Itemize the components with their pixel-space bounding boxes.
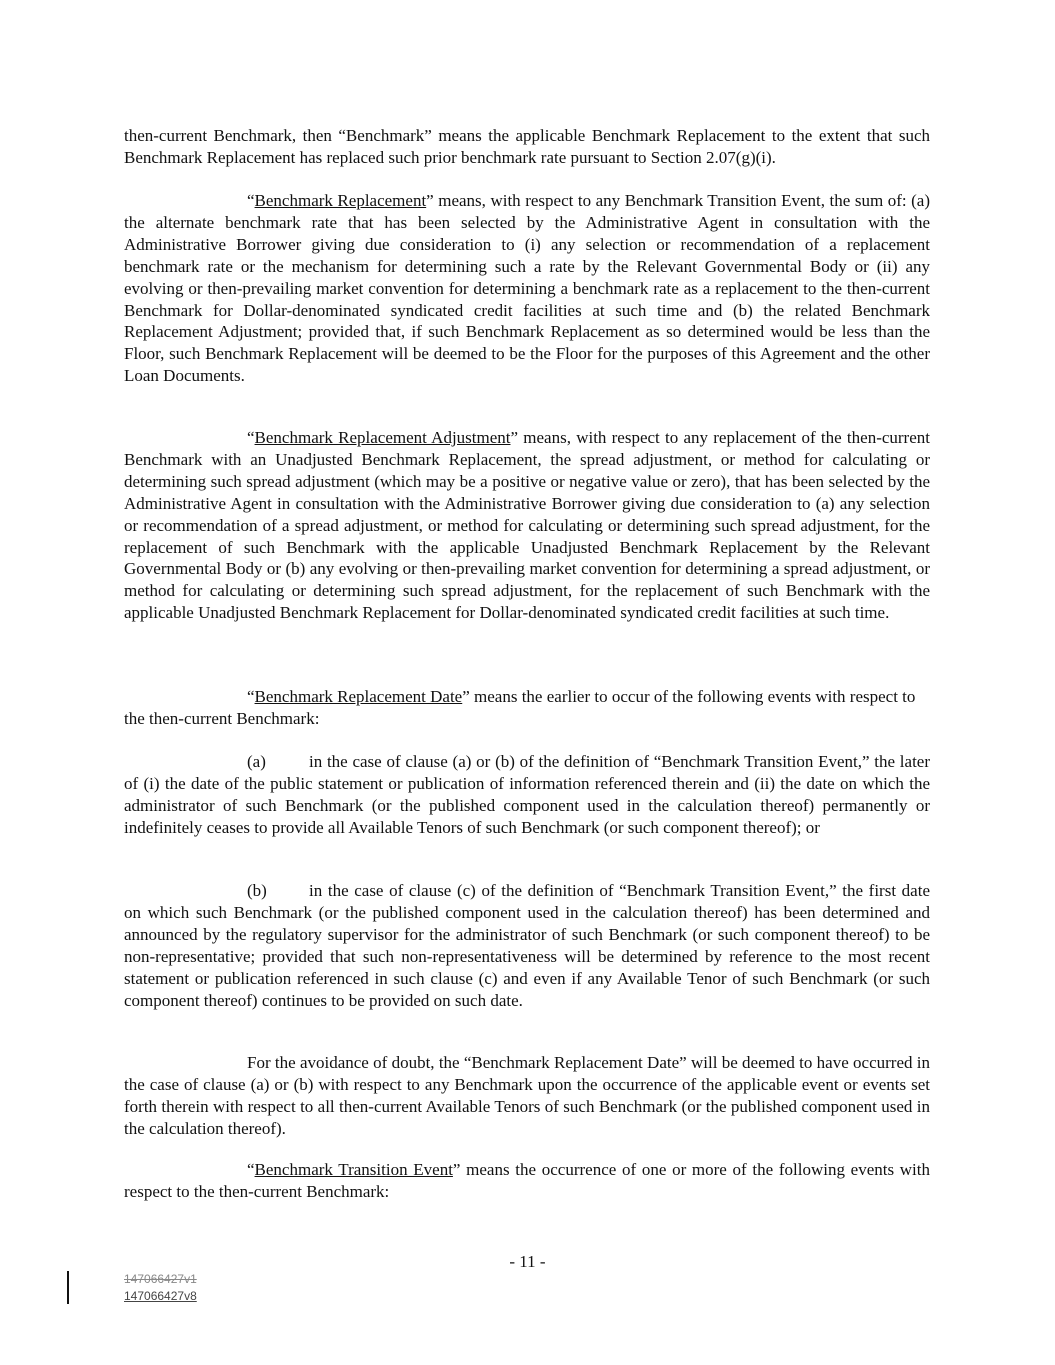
defined-term: Benchmark Transition Event (254, 1160, 453, 1179)
definition-text: ” means the occurrence of one or more of the following events with respect to the then-current Benchmark: (124, 1160, 931, 1201)
doc-id-inserted: 147066427v8 (124, 1289, 197, 1303)
open-quote: “ (247, 428, 255, 447)
definition-text: ” means the earlier to occur of the following events with respect to the then-current Benchmark: (124, 687, 916, 728)
clause-b (124, 880, 930, 1011)
open-quote: “ (247, 687, 255, 706)
definition-benchmark-transition-event (124, 1159, 930, 1203)
clause-text: in the case of clause (c) of the definition of “Benchmark Transition Event,” the first date on which such Benchmark (or the published component used in the calculation thereof) has been determined and announced by the regulatory supervisor for the administrator of such Benchmark (or such component thereof) to be non-representative; provided that such non-representativeness will be determined by reference to the most recent statement or publication referenced in such clause (c) and even if any Available Tenor of such Benchmark (or such component thereof) continues to be provided on such date. (124, 881, 930, 1010)
definition-text: ” means, with respect to any Benchmark Transition Event, the sum of: (a) the alternate benchmark rate that has been selected by the Administrative Agent in consultation with the Administrative Borrower giving due consideration to (i) any selection or recommendation of a replacement benchmark rate or the mechanism for determining such a rate by the Relevant Governmental Body or (ii) any evolving or then-prevailing market convention for determining a benchmark rate as a replacement to the then-current Benchmark for Dollar-denominated syndicated credit facilities at such time and (b) the related Benchmark Replacement Adjustment; provided that, if such Benchmark Replacement as so determined would be less than the Floor, such Benchmark Replacement will be deemed to be the Floor for the purposes of this Agreement and the other Loan Documents. (124, 191, 930, 386)
defined-term: Benchmark Replacement Date (254, 687, 463, 706)
paragraph-avoidance-of-doubt (124, 1052, 930, 1140)
clause-label: (b) (247, 881, 267, 900)
definition-text: ” means, with respect to any replacement of the then-current Benchmark with an Unadjusted Benchmark Replacement, the spread adjustment, or method for calculating or determining such spread adjustment (which may be a positive or negative value or zero), that has been selected by the Administrative Agent in consultation with the Administrative Borrower giving due consideration to (a) any selection or recommendation of a spread adjustment, or method for calculating or determining such spread adjustment, for the replacement of such Benchmark with the applicable Unadjusted Benchmark Replacement by the Relevant Governmental Body or (b) any evolving or then-prevailing market convention for determining a spread adjustment, or method for calculating or determining such spread adjustment, for the replacement of such Benchmark with the applicable Unadjusted Benchmark Replacement for Dollar-denominated syndicated credit facilities at such time. (124, 428, 930, 623)
defined-term: Benchmark Replacement Adjustment (254, 428, 511, 447)
clause-a (124, 751, 930, 839)
revision-bar (67, 1271, 69, 1304)
paragraph-text: then-current Benchmark, then “Benchmark” means the applicable Benchmark Replacement to the extent that such Benchmark Replacement has replaced such prior benchmark rate pursuant to Section 2.07(g)(i). (124, 126, 930, 167)
doc-id-deleted: 147066427v1 (124, 1272, 197, 1286)
definition-benchmark-replacement-adjustment (124, 427, 930, 624)
open-quote: “ (247, 191, 255, 210)
definition-benchmark-replacement (124, 190, 930, 387)
paragraph-text: For the avoidance of doubt, the “Benchmark Replacement Date” will be deemed to have occurred in the case of clause (a) or (b) with respect to any Benchmark upon the occurrence of the applicable event or events set forth therein with respect to all then-current Available Tenors of such Benchmark (or the published component used in the calculation thereof). (124, 1053, 930, 1138)
defined-term: Benchmark Replacement (254, 191, 427, 210)
clause-text: in the case of clause (a) or (b) of the definition of “Benchmark Transition Event,” the later of (i) the date of the public statement or publication of information referenced therein and (ii) the date on which the administrator of such Benchmark (or the published component used in the calculation thereof) permanently or indefinitely ceases to provide all Available Tenors of such Benchmark (or such component thereof); or (124, 752, 930, 837)
definition-benchmark-replacement-date (124, 686, 930, 730)
paragraph-benchmark-continued (124, 125, 930, 169)
page-number: - 11 - (509, 1252, 546, 1271)
clause-label: (a) (247, 752, 266, 771)
open-quote: “ (247, 1160, 255, 1179)
